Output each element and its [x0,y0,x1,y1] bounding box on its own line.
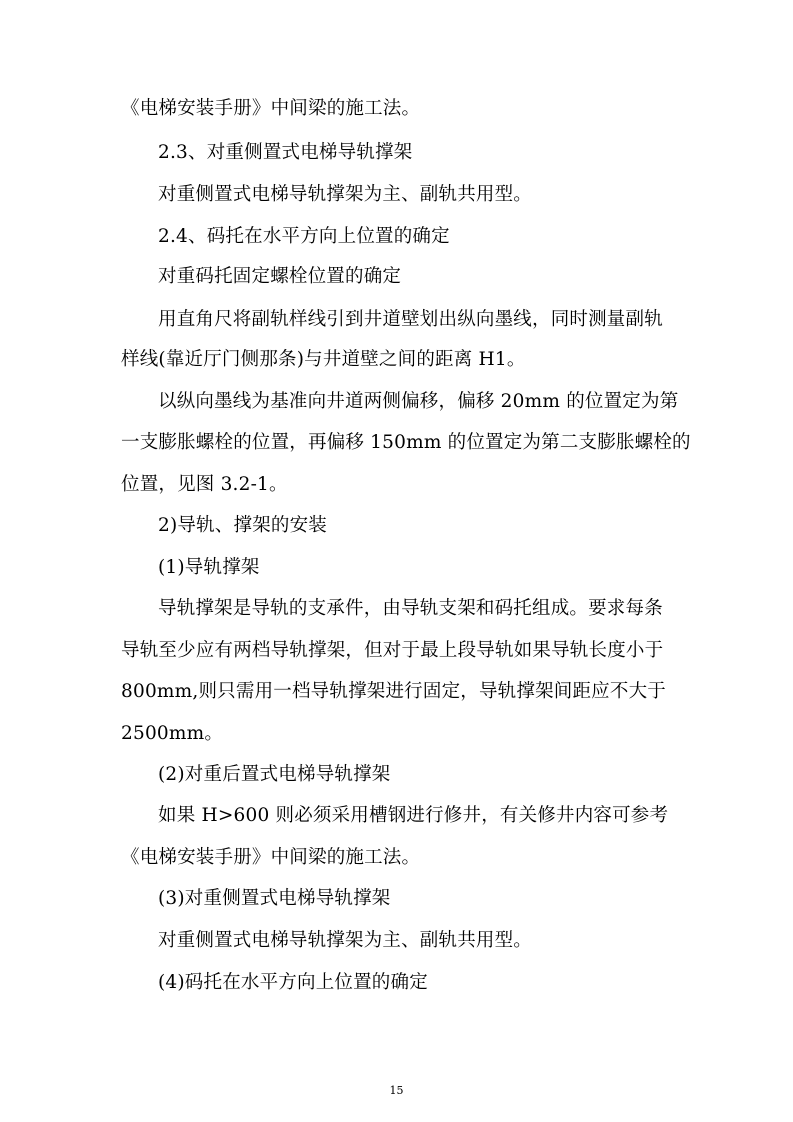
text-line: 对重码托固定螺栓位置的确定 [158,266,402,287]
section-heading: 2.3、对重侧置式电梯导轨撑架 [158,142,413,163]
section-heading: (2)对重后置式电梯导轨撑架 [158,764,391,785]
text-line: 一支膨胀螺栓的位置，再偏移 150mm 的位置定为第二支膨胀螺栓的 [121,432,691,453]
text-line: 如果 H>600 则必须采用槽钢进行修井，有关修井内容可参考 [158,805,669,826]
text-line: 《电梯安装手册》中间梁的施工法。 [121,847,421,868]
text-line: 对重侧置式电梯导轨撑架为主、副轨共用型。 [158,184,533,205]
text-line: 位置，见图 3.2-1。 [121,474,288,495]
section-heading: (3)对重侧置式电梯导轨撑架 [158,888,391,909]
text-line: 2500mm。 [121,723,224,744]
text-line: 用直角尺将副轨样线引到井道壁划出纵向墨线，同时测量副轨 [158,309,663,330]
text-line: 导轨至少应有两档导轨撑架，但对于最上段导轨如果导轨长度小于 [121,640,664,661]
text-line: 800mm,则只需用一档导轨撑架进行固定，导轨撑架间距应不大于 [121,681,666,702]
text-line: 样线(靠近厅门侧那条)与井道壁之间的距离 H1。 [121,349,526,370]
text-line: 以纵向墨线为基准向井道两侧偏移，偏移 20mm 的位置定为第 [158,391,679,412]
page-number: 15 [389,1084,404,1097]
text-line: 对重侧置式电梯导轨撑架为主、副轨共用型。 [158,930,533,951]
section-heading: (1)导轨撑架 [158,557,260,578]
section-heading: 2)导轨、撑架的安装 [158,515,327,536]
text-line: 《电梯安装手册》中间梁的施工法。 [121,98,421,119]
section-heading: (4)码托在水平方向上位置的确定 [158,972,428,993]
text-line: 导轨撑架是导轨的支承件，由导轨支架和码托组成。要求每条 [158,598,663,619]
section-heading: 2.4、码托在水平方向上位置的确定 [158,226,450,247]
